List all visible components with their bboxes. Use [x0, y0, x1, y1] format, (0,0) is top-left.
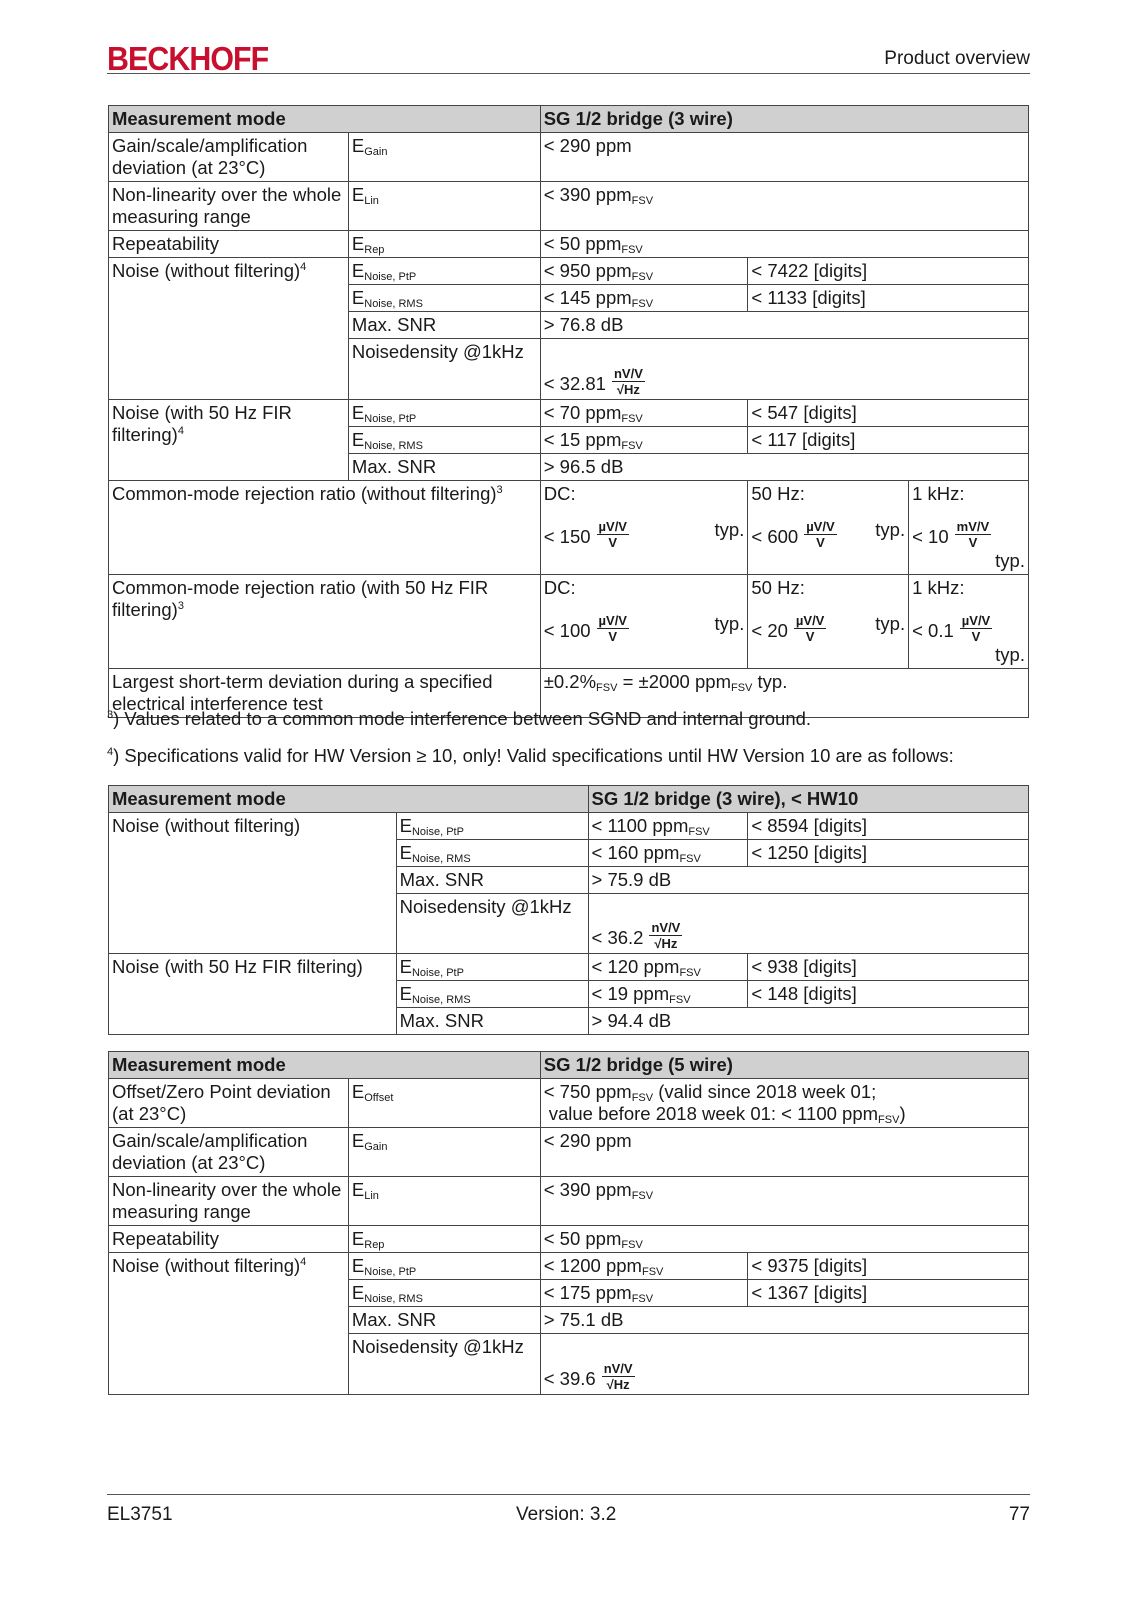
row-label: Offset/Zero Point deviation (at 23°C): [109, 1079, 349, 1128]
table-row: [109, 1079, 1029, 1128]
digits: < 1250 [digits]: [748, 840, 1029, 867]
table-row: [109, 258, 1029, 285]
cmr-1khz: 1 kHz: < 0.1 $\frac{\text{µV/V}}{V}$ typ.: [909, 575, 1029, 669]
value: < 290 ppm: [540, 1128, 1028, 1177]
value: < 175 ppm$_{FSV}$: [540, 1280, 748, 1307]
row-label: Common-mode rejection ratio (without filtering)$^3$: [109, 481, 541, 575]
table-row: [109, 1177, 1029, 1226]
value: > 94.4 dB: [588, 1008, 1029, 1035]
digits: < 148 [digits]: [748, 981, 1029, 1008]
symbol: Noisedensity @1kHz: [348, 339, 540, 400]
symbol: $E_{Noise, RMS}$: [396, 840, 588, 867]
table-row: [109, 182, 1029, 231]
cmr-dc: DC: < 150 $\frac{\text{µV/V}}{V}$ typ.: [540, 481, 748, 575]
value: > 96.5 dB: [540, 454, 1028, 481]
row-label: Gain/scale/amplification deviation (at 23°C): [109, 1128, 349, 1177]
symbol: $E_{Noise, PtP}$: [396, 813, 588, 840]
symbol: $E_{Rep}$: [348, 1226, 540, 1253]
row-label: Non-linearity over the whole measuring range: [109, 182, 349, 231]
value: < 39.6 $\frac{nV/V}{√Hz}$: [540, 1334, 1028, 1395]
section-title: Product overview: [884, 48, 1030, 69]
unit-fraction: $\frac{nV/V}{√Hz}$: [613, 366, 643, 397]
symbol: Max. SNR: [348, 454, 540, 481]
symbol: $E_{Lin}$: [348, 1177, 540, 1226]
cmr-dc: DC: < 100 $\frac{\text{µV/V}}{V}$ typ.: [540, 575, 748, 669]
row-label: Noise (with 50 Hz FIR filtering): [109, 954, 397, 1035]
digits: < 9375 [digits]: [748, 1253, 1029, 1280]
row-label: Repeatability: [109, 1226, 349, 1253]
row-label: Largest short-term deviation during a specified electrical interference test: [109, 669, 541, 718]
value: $\pm 0.2\%_{FSV} = \pm 2000$ ppm$_{FSV}$ typ.: [540, 669, 1028, 718]
value: < 120 ppm$_{FSV}$: [588, 954, 748, 981]
row-label: Noise (with 50 Hz FIR filtering)$^4$: [109, 400, 349, 481]
value: < 36.2 $\frac{nV/V}{√Hz}$: [588, 894, 1029, 954]
value: > 75.1 dB: [540, 1307, 1028, 1334]
footnote-3: $^3$) Values related to a common mode interference between SGND and internal ground.: [107, 708, 812, 729]
symbol: Noisedensity @1kHz: [348, 1334, 540, 1395]
symbol: $E_{Gain}$: [348, 133, 540, 182]
digits: < 1367 [digits]: [748, 1280, 1029, 1307]
symbol: $E_{Noise, RMS}$: [348, 1280, 540, 1307]
cmr-50hz: 50 Hz: < 20 $\frac{\text{µV/V}}{V}$ typ.: [748, 575, 909, 669]
symbol: Max. SNR: [348, 1307, 540, 1334]
page-number: 77: [1008, 1504, 1030, 1525]
value: < 290 ppm: [540, 133, 1028, 182]
symbol: $E_{Noise, RMS}$: [348, 285, 540, 312]
value: < 950 ppm$_{FSV}$: [540, 258, 748, 285]
symbol: $E_{Lin}$: [348, 182, 540, 231]
header-sg-5wire: SG 1/2 bridge (5 wire): [540, 1052, 1028, 1079]
value: > 76.8 dB: [540, 312, 1028, 339]
row-label: Common-mode rejection ratio (with 50 Hz FIR filtering)$^3$: [109, 575, 541, 669]
symbol: $E_{Offset}$: [348, 1079, 540, 1128]
table-row: [109, 813, 1029, 840]
symbol: Noisedensity @1kHz: [396, 894, 588, 954]
digits: < 938 [digits]: [748, 954, 1029, 981]
symbol: Max. SNR: [348, 312, 540, 339]
value: < 32.81 $\frac{nV/V}{√Hz}$: [540, 339, 1028, 400]
footer-rule: [107, 1494, 1030, 1495]
footer-version: Version: 3.2: [516, 1504, 617, 1525]
symbol: $E_{Noise, RMS}$: [396, 981, 588, 1008]
footer-product: EL3751: [107, 1504, 173, 1525]
value: > 75.9 dB: [588, 867, 1029, 894]
row-label: Noise (without filtering)$^4$: [109, 258, 349, 400]
row-label: Non-linearity over the whole measuring range: [109, 1177, 349, 1226]
table-row: [109, 481, 1029, 575]
symbol: $E_{Noise, RMS}$: [348, 427, 540, 454]
unit-fraction: $\frac{nV/V}{√Hz}$: [603, 1361, 633, 1392]
table-row: [109, 1253, 1029, 1280]
value: < 50 ppm$_{FSV}$: [540, 1226, 1028, 1253]
beckhoff-logo: BECKHOFF: [107, 40, 269, 77]
value: < 15 ppm$_{FSV}$: [540, 427, 748, 454]
table-row: [109, 575, 1029, 669]
value: < 750 ppm$_{FSV}$ (valid since 2018 week 01; value before 2018 week 01: < 1100 ppm$_{FSV}$): [540, 1079, 1028, 1128]
unit-fraction: $\frac{nV/V}{√Hz}$: [651, 920, 681, 951]
value: < 160 ppm$_{FSV}$: [588, 840, 748, 867]
value: < 1100 ppm$_{FSV}$: [588, 813, 748, 840]
row-label: Gain/scale/amplification deviation (at 23°C): [109, 133, 349, 182]
header-measurement-mode: Measurement mode: [109, 1052, 541, 1079]
table-row: [109, 133, 1029, 182]
spec-table-3wire: [108, 105, 1029, 718]
digits: < 1133 [digits]: [748, 285, 1029, 312]
table-row: [109, 400, 1029, 427]
header-measurement-mode: Measurement mode: [109, 106, 541, 133]
value: < 50 ppm$_{FSV}$: [540, 231, 1028, 258]
value: < 390 ppm$_{FSV}$: [540, 1177, 1028, 1226]
symbol: $E_{Noise, PtP}$: [348, 258, 540, 285]
spec-table-3wire-hw10: [108, 785, 1029, 1035]
symbol: $E_{Noise, PtP}$: [396, 954, 588, 981]
row-label: Noise (without filtering): [109, 813, 397, 954]
value: < 70 ppm$_{FSV}$: [540, 400, 748, 427]
value: < 19 ppm$_{FSV}$: [588, 981, 748, 1008]
symbol: Max. SNR: [396, 867, 588, 894]
symbol: Max. SNR: [396, 1008, 588, 1035]
cmr-1khz: 1 kHz: < 10 $\frac{mV/V}{V}$ typ.: [909, 481, 1029, 575]
table-row: [109, 231, 1029, 258]
table-row: [109, 1226, 1029, 1253]
table-row: [109, 1128, 1029, 1177]
header-rule: [107, 73, 1030, 74]
symbol: $E_{Gain}$: [348, 1128, 540, 1177]
value: < 145 ppm$_{FSV}$: [540, 285, 748, 312]
header-measurement-mode: Measurement mode: [109, 786, 589, 813]
symbol: $E_{Noise, PtP}$: [348, 1253, 540, 1280]
footnote-4: $^4$) Specifications valid for HW Version ≥ 10, only! Valid specifications until HW Version 10 are as follows:: [107, 745, 954, 766]
value: < 1200 ppm$_{FSV}$: [540, 1253, 748, 1280]
cmr-50hz: 50 Hz: < 600 $\frac{\text{µV/V}}{V}$ typ.: [748, 481, 909, 575]
header-sg-3wire-hw10: SG 1/2 bridge (3 wire), < HW10: [588, 786, 1029, 813]
row-label: Noise (without filtering)$^4$: [109, 1253, 349, 1395]
row-label: Repeatability: [109, 231, 349, 258]
table-row: [109, 954, 1029, 981]
header-sg-3wire: SG 1/2 bridge (3 wire): [540, 106, 1028, 133]
digits: < 7422 [digits]: [748, 258, 1029, 285]
spec-table-5wire: [108, 1051, 1029, 1395]
digits: < 547 [digits]: [748, 400, 1029, 427]
symbol: $E_{Rep}$: [348, 231, 540, 258]
digits: < 8594 [digits]: [748, 813, 1029, 840]
digits: < 117 [digits]: [748, 427, 1029, 454]
symbol: $E_{Noise, PtP}$: [348, 400, 540, 427]
value: < 390 ppm$_{FSV}$: [540, 182, 1028, 231]
